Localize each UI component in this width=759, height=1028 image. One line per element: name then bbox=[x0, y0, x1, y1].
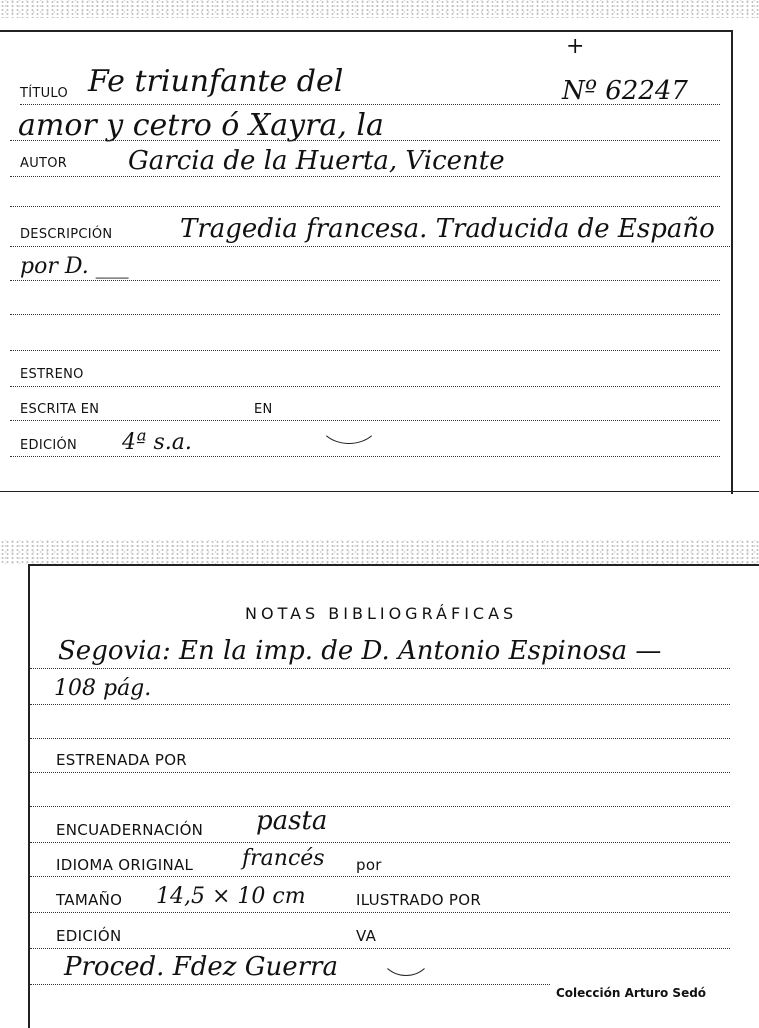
scan-noise-bottom bbox=[0, 540, 759, 564]
edicion-label-top: EDICIÓN bbox=[20, 438, 78, 453]
autor-handwriting: Garcia de la Huerta, Vicente bbox=[128, 146, 505, 176]
blank-dotline-3 bbox=[10, 350, 720, 351]
titulo-line1-handwriting: Fe triunfante del bbox=[88, 64, 344, 99]
scan-noise-top bbox=[0, 0, 759, 18]
blank-dotline-1 bbox=[10, 206, 720, 207]
notas-dotline-1 bbox=[30, 668, 730, 669]
idioma-dotline bbox=[30, 876, 730, 877]
catalog-number: Nº 62247 bbox=[562, 76, 688, 106]
hole-arc-bottom bbox=[380, 930, 432, 976]
blank-dotline-4 bbox=[30, 738, 730, 739]
notas-line2-handwriting: 108 pág. bbox=[54, 676, 152, 701]
va-label: VA bbox=[356, 927, 377, 945]
titulo-dotline-1 bbox=[20, 104, 720, 105]
estrenada-dotline bbox=[30, 772, 730, 773]
blank-dotline-2 bbox=[10, 314, 720, 315]
edicion-handwriting-top: 4ª s.a. bbox=[122, 430, 192, 455]
descripcion-line1-handwriting: Tragedia francesa. Traducida de Españo bbox=[180, 214, 715, 244]
tamano-label: TAMAÑO bbox=[56, 891, 123, 909]
encuadernacion-label: ENCUADERNACIÓN bbox=[56, 821, 204, 839]
estrenada-por-label: ESTRENADA POR bbox=[56, 751, 188, 769]
card-top-border-top bbox=[0, 30, 733, 32]
blank-dotline-5 bbox=[30, 806, 730, 807]
notas-bibliograficas-title: NOTAS BIBLIOGRÁFICAS bbox=[245, 604, 518, 623]
hole-arc-top bbox=[318, 396, 380, 444]
proced-handwriting: Proced. Fdez Guerra bbox=[64, 952, 338, 982]
autor-dotline bbox=[10, 176, 720, 177]
titulo-line2-handwriting: amor y cetro ó Xayra, la bbox=[18, 108, 384, 143]
encuadernacion-dotline bbox=[30, 842, 730, 843]
card-top-border-bottom bbox=[0, 491, 759, 492]
tamano-handwriting: 14,5 × 10 cm bbox=[156, 884, 306, 909]
encuadernacion-handwriting: pasta bbox=[256, 806, 328, 836]
titulo-dotline-2 bbox=[10, 140, 720, 141]
idioma-original-label: IDIOMA ORIGINAL bbox=[56, 856, 194, 874]
descripcion-dotline-2 bbox=[10, 280, 720, 281]
por-label: por bbox=[356, 856, 382, 874]
card-bottom-border-left bbox=[28, 564, 30, 1028]
descripcion-dotline-1 bbox=[10, 246, 730, 247]
estreno-label: ESTRENO bbox=[20, 367, 84, 382]
card-top-border-right bbox=[731, 30, 733, 494]
tamano-dotline bbox=[30, 912, 730, 913]
edicion-label-bottom: EDICIÓN bbox=[56, 927, 122, 945]
idioma-handwriting: francés bbox=[242, 846, 325, 871]
estreno-dotline bbox=[10, 386, 720, 387]
descripcion-line2-handwriting: por D. ___ bbox=[20, 254, 129, 279]
autor-label: AUTOR bbox=[20, 156, 68, 171]
descripcion-label: DESCRIPCIÓN bbox=[20, 227, 113, 242]
proced-dotline bbox=[30, 984, 550, 985]
en-label: EN bbox=[254, 402, 273, 417]
notas-line1-handwriting: Segovia: En la imp. de D. Antonio Espinosa — bbox=[58, 636, 662, 666]
titulo-label: TÍTULO bbox=[20, 86, 69, 101]
edicion-dotline-top bbox=[10, 456, 720, 457]
notas-dotline-2 bbox=[30, 704, 730, 705]
cross-mark: + bbox=[566, 34, 585, 59]
ilustrado-por-label: ILUSTRADO POR bbox=[356, 891, 482, 909]
card-bottom-border-top bbox=[28, 564, 759, 566]
coleccion-stamp: Colección Arturo Sedó bbox=[556, 986, 707, 1000]
escrita-en-label: ESCRITA EN bbox=[20, 402, 100, 417]
